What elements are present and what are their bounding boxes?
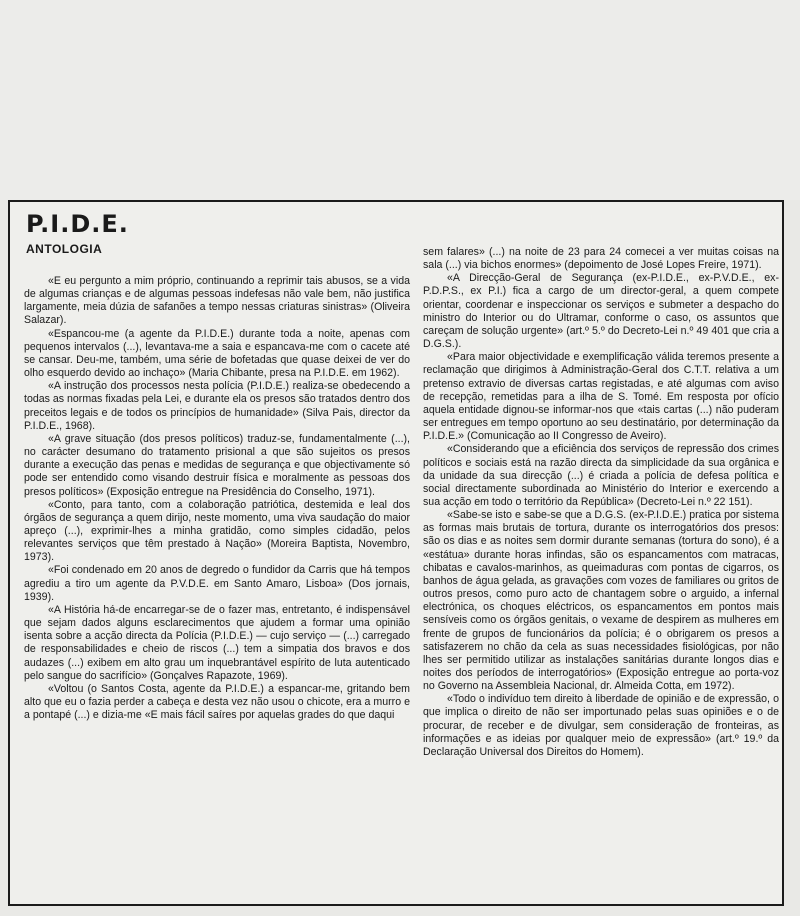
article-title: P.I.D.E. [26,210,129,238]
quote-paragraph: «A instrução dos processos nesta polícia (P.I.D.E.) realiza-se obedecendo a todas as normas fixadas pela Lei, e durante ela os presos são tratados dentro dos preceitos legais e de todos os princípios de humanidade» (Silva Pais, director da P.I.D.E., 1968). [24,380,410,432]
article-box [8,200,784,906]
quote-continuation: sem falares» (...) na noite de 23 para 24 comecei a ver muitas coisas na sala (...) via bichos enormes» (depoimento de José Lopes Freire, 1971). [423,246,779,272]
quote-paragraph: «Espancou-me (a agente da P.I.D.E.) durante toda a noite, apenas com pequenos intervalos (...), levantava-me a saia e espancava-me com o cacete até se cansar. Deu-me, também, uma série de bofetadas que quase deixei de ver do olho esquerdo devido ao inchaço» (Maria Chibante, presa na P.I.D.E. em 1962). [24,327,410,380]
quote-paragraph: «A Direcção-Geral de Segurança (ex-P.I.D.E., ex-P.V.D.E., ex-P.D.P.S., ex P.I.) fica a cargo de um director-geral, a quem compete orientar, coordenar e inspeccionar os serviços e submeter a despacho do ministro do Interior ou do Ultramar, conforme o caso, os assuntos que careçam de solução urgente» (art.º 5.º do Decreto-Lei n.º 49 401 que cria a D.G.S.). [423,272,779,351]
quote-paragraph: «A grave situação (dos presos políticos) traduz-se, fundamentalmente (...), no carácter desumano do tratamento prisional a que são sujeitos os presos durante a execução das penas e medidas de segurança e que objectivamente só pode ser entendido como visando destruir física e moralmente as pessoas dos presos políticos» (Exposição entregue na Presidência do Conselho, 1971). [24,432,410,498]
quote-paragraph: «Conto, para tanto, com a colaboração patriótica, destemida e leal dos órgãos de segurança a quem dirijo, neste momento, uma viva saudação do maior apreço (...), exprimir-lhes a minha gratidão, como simples cidadão, pelos relevantes serviços que têm prestado à Nação» (Moreira Baptista, Novembro, 1973). [24,498,410,564]
blank-page-area [0,0,800,200]
quote-paragraph: «Foi condenado em 20 anos de degredo o fundidor da Carris que há tempos agrediu a tiro um agente da P.V.D.E. em Santo Amaro, Lisboa» (Dos jornais, 1939). [24,564,410,603]
quote-paragraph: «Voltou (o Santos Costa, agente da P.I.D.E.) a espancar-me, gritando bem alto que eu o fazia perder a cabeça e desta vez não usou o chicote, era a murro e a pontapé (...) e dizia-me «E mais fácil saíres por aquelas grades do que daqui [24,682,410,722]
quote-paragraph: «Considerando que a eficiência dos serviços de repressão dos crimes políticos e sociais está na razão directa da simplicidade da sua orgânica e da unidade da sua direcção (...) é criada a polícia de defesa política e social directamente subordinada ao Ministério do Interior e exercendo a sua acção em todo o território da República» (Decreto-Lei n.º 22 151). [423,443,779,508]
quote-paragraph: «A História há-de encarregar-se de o fazer mas, entretanto, é indispensável que sejam dados alguns esclarecimentos que ajudem a formar uma opinião isenta sobre a acção directa da Polícia (P.I.D.E.) — cujo serviço — (...) carregado de responsabilidades e cheio de riscos (...) tem a simpatia dos bravos e dos audazes (...) exibem em alto grau um inquebrantável espírito de luta autenticado pelo sangue do sacrifício» (Gonçalves Rapazote, 1969). [24,603,410,682]
quote-paragraph: «E eu pergunto a mim próprio, continuando a reprimir tais abusos, se a vida de algumas crianças e de algumas pessoas indefesas não vale bem, não justifica largamente, meia dúzia de safanões a tempo nessas criaturas sinistras» (Oliveira Salazar). [24,275,410,327]
left-column [24,275,410,722]
right-column [423,246,779,759]
article-subtitle: ANTOLOGIA [26,242,103,256]
quote-paragraph: «Para maior objectividade e exemplificação válida teremos presente a reclamação que dirigimos à Administração-Geral dos C.T.T. relativa a um pretenso extravio de diversas cartas registadas, e até algumas com aviso de recepção, remetidas para a ilha de S. Tomé. Em resposta por ofício aquela entidade dignou-se informar-nos que «tais cartas (...) não puderam ser entregues em tempo oportuno ao seu destinatário, por determinação da P.I.D.E.» (Comunicação ao II Congresso de Aveiro). [423,351,779,443]
quote-paragraph: «Sabe-se isto e sabe-se que a D.G.S. (ex-P.I.D.E.) pratica por sistema as formas mais brutais de tortura, durante os interrogatórios dos presos: são os dias e as noites sem dormir durante semanas (tortura do sono), é a «estátua» durante horas infindas, são os espancamentos com matracas, chibatas e cavalos-marinhos, as queimaduras com pontas de cigarros, os banhos de água gelada, as gravações com vozes de familiares ou gritos de outros presos, como puro acto de chantagem sobre o arguido, a infernal electrónica, os choques eléctricos, os espancamentos em pontos mais sensíveis como os órgãos genitais, o vexame de despirem as mulheres em frente de grupos de funcionários da polícia; é o obrigarem os presos a satisfazerem no chão da cela as suas necessidades fisiológicas, por não lhes ser permitido utilizar as instalações sanitárias durante longos dias e noites dos períodos de interrogatórios» (Exposição entregue ao porta-voz no Governo na Assembleia Nacional, dr. Almeida Cotta, em 1972). [423,509,779,693]
quote-paragraph: «Todo o indivíduo tem direito à liberdade de opinião e de expressão, o que implica o direito de não ser importunado pelas suas opiniões e o de procurar, de receber e de divulgar, sem consideração de fronteiras, as informações e as ideias por qualquer meio de expressão» (art.º 19.º da Declaração Universal dos Direitos do Homem). [423,693,779,758]
